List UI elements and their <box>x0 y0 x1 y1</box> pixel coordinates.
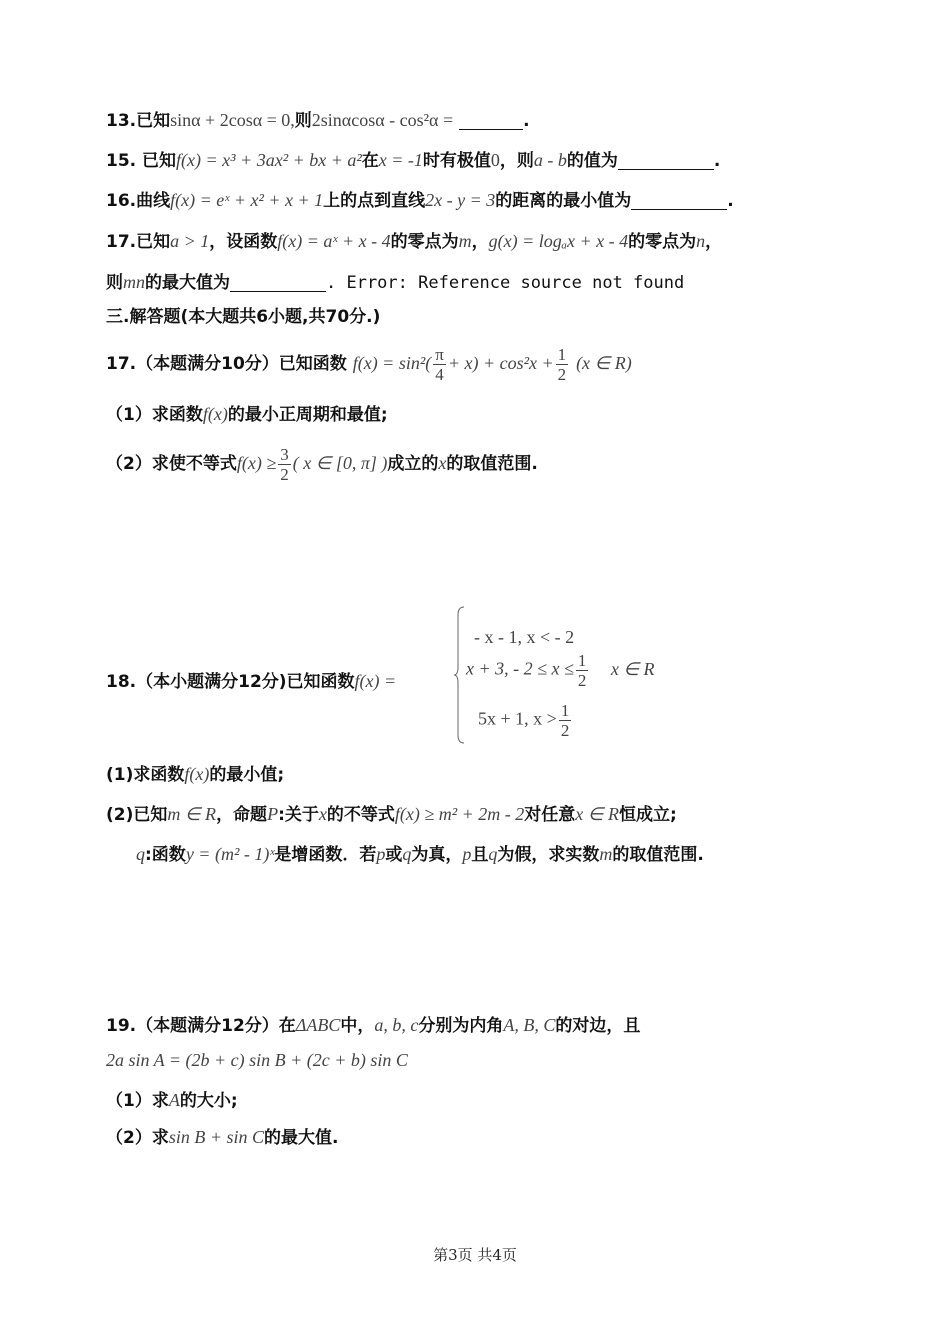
q18-q-q3: q <box>488 844 498 864</box>
q18-case3-one: 1 <box>560 701 570 720</box>
q15-function: f(x) = x³ + 3ax² + bx + a² <box>176 150 362 170</box>
q18-func: f(x) = <box>354 671 397 691</box>
question-19-part2 <box>106 1125 338 1150</box>
q19-triangle: ΔABC <box>295 1015 341 1035</box>
q17b-error-text: . Error: Reference source not found <box>326 273 685 293</box>
question-17-fill <box>106 229 722 254</box>
q18-case2 <box>466 651 655 690</box>
q18-q-t4: 为真， <box>411 845 463 865</box>
q18-q-t6: 为假，求实数 <box>497 845 600 865</box>
q19-abc: a, b, c <box>374 1015 419 1035</box>
q15-label: 15. 已知 <box>106 151 177 171</box>
q17a-f: f(x) = aˣ + x - 4 <box>277 231 391 251</box>
q13-answer-blank <box>459 111 523 130</box>
q18-case3-half <box>559 701 572 740</box>
q17-p1-label: （1）求函数 <box>106 405 203 425</box>
question-18-part1 <box>106 762 284 787</box>
q15-x-value: x = -1 <box>378 150 423 170</box>
section-3-heading: 三.解答题(本大题共6小题,共70分.) <box>106 307 381 327</box>
q18-p2-t4: 对任意 <box>524 805 576 825</box>
q17-three-halves <box>278 445 291 484</box>
q17-p2-x: x <box>438 453 447 473</box>
curly-brace-icon <box>454 605 466 745</box>
q17-p2-end: 的取值范围. <box>446 454 538 474</box>
q17a-text1: ，设函数 <box>209 232 278 252</box>
question-18-part2-q <box>136 842 704 867</box>
q17a-label: 17.已知 <box>106 232 171 252</box>
question-17-part2 <box>106 440 538 487</box>
q17-pi-over-4 <box>433 345 446 384</box>
q17-label: 17.（本题满分10分）已知函数 <box>106 354 347 374</box>
q18-q: q <box>136 844 145 864</box>
q17b-text2: 的最大值为 <box>145 273 230 293</box>
q16-end: . <box>727 191 734 211</box>
q17-one-half <box>556 345 569 384</box>
q13-then: 则 <box>294 111 312 131</box>
q17-p1-f: f(x) <box>202 404 228 424</box>
q18-case3-two: 2 <box>560 721 570 740</box>
q18-label <box>106 667 396 692</box>
q18-case3-text: 5x + 1, x > <box>478 708 557 729</box>
q18-p2-t3: 的不等式 <box>326 805 395 825</box>
q19-p1-label: （1）求 <box>106 1091 169 1111</box>
q19-p1-text: 的大小; <box>179 1091 238 1111</box>
q18-p2-m: m ∈ R <box>167 804 217 824</box>
q17-pi: π <box>435 344 444 364</box>
q15-zero: 0 <box>490 150 500 170</box>
q18-case2-two: 2 <box>577 671 587 690</box>
q18-q-t3: 或 <box>385 845 403 865</box>
q18-q-m: m <box>599 844 613 864</box>
q15-at: 在 <box>361 151 379 171</box>
q15-a-minus-b: a - b <box>533 150 567 170</box>
question-16 <box>106 188 734 213</box>
q18-label-text: 18.（本小题满分12分)已知函数 <box>106 672 355 692</box>
q17b-mn: mn <box>123 272 145 292</box>
q17-p1-text: 的最小正周期和最值; <box>227 405 388 425</box>
q18-p2-t2: :关于 <box>278 805 319 825</box>
q17a-text3: 的零点为 <box>628 232 697 252</box>
q17-p2-condition: ( x ∈ [0, π] ) <box>292 453 388 473</box>
q19-t2: 分别为内角 <box>418 1016 504 1036</box>
q18-q-t2: 是增函数．若 <box>274 845 377 865</box>
q15-answer-blank <box>618 151 714 170</box>
question-18 <box>106 605 706 745</box>
q17-p2-label: （2）求使不等式 <box>106 454 237 474</box>
q16-line: 2x - y = 3 <box>425 190 496 210</box>
q19-p1-A: A <box>168 1090 180 1110</box>
q17-two-b: 2 <box>280 464 289 484</box>
q19-t3: 的对边，且 <box>555 1016 641 1036</box>
q18-p2-p: P <box>267 804 279 824</box>
question-19-equation <box>106 1048 408 1073</box>
q19-equation-text: 2a sin A = (2b + c) sin B + (2c + b) sin C <box>106 1050 408 1070</box>
q17a-n: n <box>696 231 706 251</box>
question-17-fill-line2 <box>106 270 684 295</box>
q18-q-p: p <box>376 844 386 864</box>
q18-p1-text: 的最小值; <box>209 765 285 785</box>
q17-domain: (x ∈ R) <box>576 353 632 373</box>
q18-case2-text: x + 3, - 2 ≤ x ≤ <box>466 658 574 679</box>
q15-text3: 的值为 <box>566 151 618 171</box>
q17-p2-text: 成立的 <box>387 454 439 474</box>
q18-q-func: y = (m² - 1)ˣ <box>185 844 275 864</box>
question-17-part1 <box>106 402 388 427</box>
q15-end: . <box>713 151 721 171</box>
q16-answer-blank <box>631 191 727 210</box>
q16-text1: 上的点到直线 <box>323 191 426 211</box>
q17a-g: g(x) = logₐx + x - 4 <box>488 231 629 251</box>
q18-p2-label: (2)已知 <box>106 805 168 825</box>
q18-q-t5: 且 <box>471 845 489 865</box>
q13-label: 13.已知 <box>106 111 171 131</box>
q17b-text1: 则 <box>106 273 123 293</box>
q17a-end: ， <box>705 232 723 252</box>
q17-func-mid: + x) + cos²x + <box>447 353 554 373</box>
q18-q-p2: p <box>462 844 472 864</box>
q17a-condition: a > 1 <box>170 231 210 251</box>
q18-case2-half <box>576 651 589 690</box>
q18-p1-f: f(x) <box>184 764 210 784</box>
q16-function: f(x) = eˣ + x² + x + 1 <box>170 190 324 210</box>
q19-t1: 中， <box>340 1016 375 1036</box>
question-17 <box>106 340 632 387</box>
q15-text2: ，则 <box>499 151 534 171</box>
q18-case3 <box>478 701 573 740</box>
q18-domain: x ∈ R <box>610 658 655 679</box>
q18-p2-x: x <box>318 804 327 824</box>
question-15 <box>106 148 720 173</box>
q19-p2-label: （2）求 <box>106 1128 169 1148</box>
question-19 <box>106 1013 640 1038</box>
q18-p1-label: (1)求函数 <box>106 765 185 785</box>
q18-q-t7: 的取值范围. <box>612 845 704 865</box>
question-19-part1 <box>106 1088 238 1113</box>
q17a-text2: 的零点为 <box>390 232 459 252</box>
q16-label: 16.曲线 <box>106 191 171 211</box>
q18-p2-t1: ，命题 <box>216 805 268 825</box>
q17-func-prefix: f(x) = sin²( <box>352 353 432 373</box>
q17-one: 1 <box>557 344 567 364</box>
q17-two: 2 <box>557 364 567 384</box>
q17-p2-f: f(x) ≥ <box>236 453 277 473</box>
q17-three: 3 <box>280 444 289 464</box>
question-18-part2 <box>106 802 677 827</box>
q17a-sep: ， <box>471 232 489 252</box>
q17a-m: m <box>458 231 472 251</box>
q18-q-q2: q <box>402 844 412 864</box>
q19-p2-expr: sin B + sin C <box>168 1127 265 1147</box>
q18-p2-ineq: f(x) ≥ m² + 2m - 2 <box>394 804 525 824</box>
q17-four: 4 <box>435 364 444 384</box>
q18-p2-t5: 恒成立; <box>618 805 677 825</box>
page-footer: 第3页 共4页 <box>433 1246 517 1264</box>
q19-label: 19.（本题满分12分）在 <box>106 1016 296 1036</box>
q16-text2: 的距离的最小值为 <box>495 191 632 211</box>
q17b-answer-blank <box>230 273 326 292</box>
q19-p2-text: 的最大值. <box>264 1128 339 1148</box>
q18-p2-xr: x ∈ R <box>575 804 619 824</box>
q18-case2-one: 1 <box>577 651 587 670</box>
q13-expression: 2sinαcosα - cos²α = <box>311 110 454 130</box>
q19-ABC: A, B, C <box>503 1015 556 1035</box>
question-13 <box>106 108 530 133</box>
q18-q-t1: :函数 <box>145 845 186 865</box>
q13-condition: sinα + 2cosα = 0, <box>170 110 295 130</box>
q15-text1: 时有极值 <box>422 151 491 171</box>
q13-end: . <box>523 111 530 131</box>
q18-case1: - x - 1, x < - 2 <box>474 627 575 647</box>
